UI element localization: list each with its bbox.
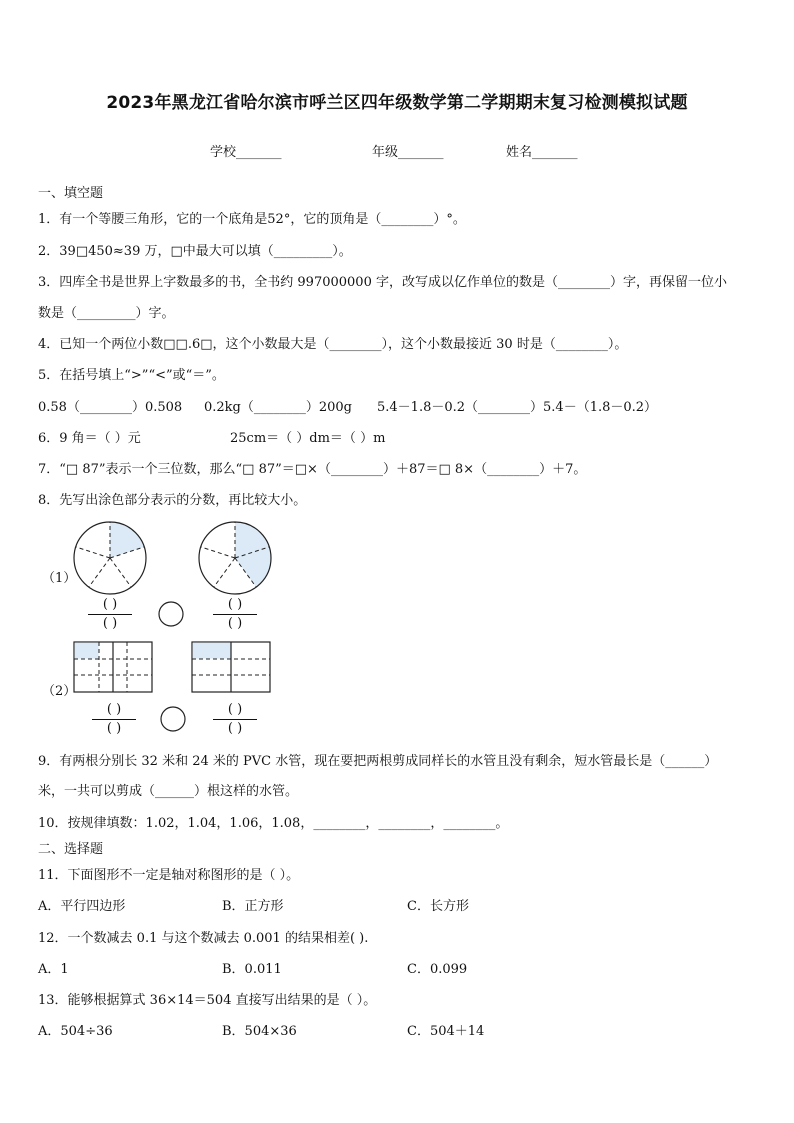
question-5b: 0.2kg（________）200g xyxy=(204,400,353,415)
question-6b: 25cm＝（ ）dm＝（ ）m xyxy=(230,431,386,446)
question-1: 1．有一个等腰三角形，它的一个底角是52°，它的顶角是（________）°。 xyxy=(38,212,466,227)
fraction-blank-3 xyxy=(89,701,139,738)
question-11-option-c[interactable]: C．长方形 xyxy=(407,899,469,914)
question-13-option-c[interactable]: C．504＋14 xyxy=(407,1024,485,1039)
pie-figure-left xyxy=(74,522,146,594)
fraction-numerator: ( ) xyxy=(227,597,243,612)
question-12-option-a[interactable]: A．1 xyxy=(38,962,69,977)
grid-figure-left xyxy=(74,642,152,692)
question-13-option-b[interactable]: B．504×36 xyxy=(222,1024,297,1039)
compare-circle-1 xyxy=(159,602,183,626)
question-5a: 0.58（________）0.508 xyxy=(38,400,183,415)
question-12: 12．一个数减去 0.1 与这个数减去 0.001 的结果相差( ). xyxy=(38,931,369,946)
fraction-blank-2 xyxy=(210,596,260,633)
fraction-numerator: ( ) xyxy=(102,597,118,612)
question-13: 13．能够根据算式 36×14＝504 直接写出结果的是（ ）。 xyxy=(38,993,377,1008)
question-5c: 5.4－1.8－0.2（________）5.4－（1.8－0.2） xyxy=(377,400,658,415)
fraction-blank-1 xyxy=(85,596,135,633)
question-6a: 6．9 角＝（ ）元 xyxy=(38,431,141,446)
question-9-line2: 米，一共可以剪成（______）根这样的水管。 xyxy=(38,784,299,799)
question-8-part-2-label: （2） xyxy=(42,684,77,699)
compare-circle-2 xyxy=(161,707,185,731)
fraction-numerator: ( ) xyxy=(106,702,122,717)
school-field: 学校_______ xyxy=(210,145,282,160)
question-3-line2: 数是（_________）字。 xyxy=(38,306,175,321)
question-8-part-1-label: （1） xyxy=(42,571,77,586)
name-field: 姓名_______ xyxy=(506,145,578,160)
question-11: 11．下面图形不一定是轴对称图形的是（ ）。 xyxy=(38,868,300,883)
question-5: 5．在括号填上“>”“<”或“＝”。 xyxy=(38,368,225,383)
fraction-numerator: ( ) xyxy=(227,702,243,717)
fraction-denominator: ( ) xyxy=(102,616,118,631)
grade-field: 年级_______ xyxy=(372,145,444,160)
fraction-denominator: ( ) xyxy=(227,616,243,631)
question-7: 7．“□ 87”表示一个三位数，那么“□ 87”＝□×（________）＋87＝□ 8×（________）＋7。 xyxy=(38,462,587,477)
section-fill-heading: 一、填空题 xyxy=(38,186,104,201)
question-11-option-a[interactable]: A．平行四边形 xyxy=(38,899,126,914)
question-10: 10．按规律填数：1.02，1.04，1.06，1.08，________，________，________。 xyxy=(38,816,509,831)
question-9-line1: 9．有两根分别长 32 米和 24 米的 PVC 水管，现在要把两根剪成同样长的水管且没有剩余，短水管最长是（______） xyxy=(38,754,718,769)
question-3-line1: 3．四库全书是世界上字数最多的书，全书约 997000000 字，改写成以亿作单位的数是（________）字，再保留一位小 xyxy=(38,275,727,290)
grid-figure-right xyxy=(192,642,270,692)
fraction-denominator: ( ) xyxy=(106,721,122,736)
question-11-option-b[interactable]: B．正方形 xyxy=(222,899,284,914)
fraction-blank-4 xyxy=(210,701,260,738)
question-2: 2．39□450≈39 万，□中最大可以填（_________）。 xyxy=(38,244,352,259)
page-title: 2023年黑龙江省哈尔滨市呼兰区四年级数学第二学期期末复习检测模拟试题 xyxy=(106,93,688,113)
question-4: 4．已知一个两位小数□□.6□，这个小数最大是（________），这个小数最接近 30 时是（________）。 xyxy=(38,337,628,352)
question-12-option-b[interactable]: B．0.011 xyxy=(222,962,282,977)
section-choice-heading: 二、选择题 xyxy=(38,842,104,857)
question-12-option-c[interactable]: C．0.099 xyxy=(407,962,468,977)
fraction-denominator: ( ) xyxy=(227,721,243,736)
question-13-option-a[interactable]: A．504÷36 xyxy=(38,1024,113,1039)
pie-figure-right xyxy=(199,522,271,594)
question-8: 8．先写出涂色部分表示的分数，再比较大小。 xyxy=(38,493,307,508)
